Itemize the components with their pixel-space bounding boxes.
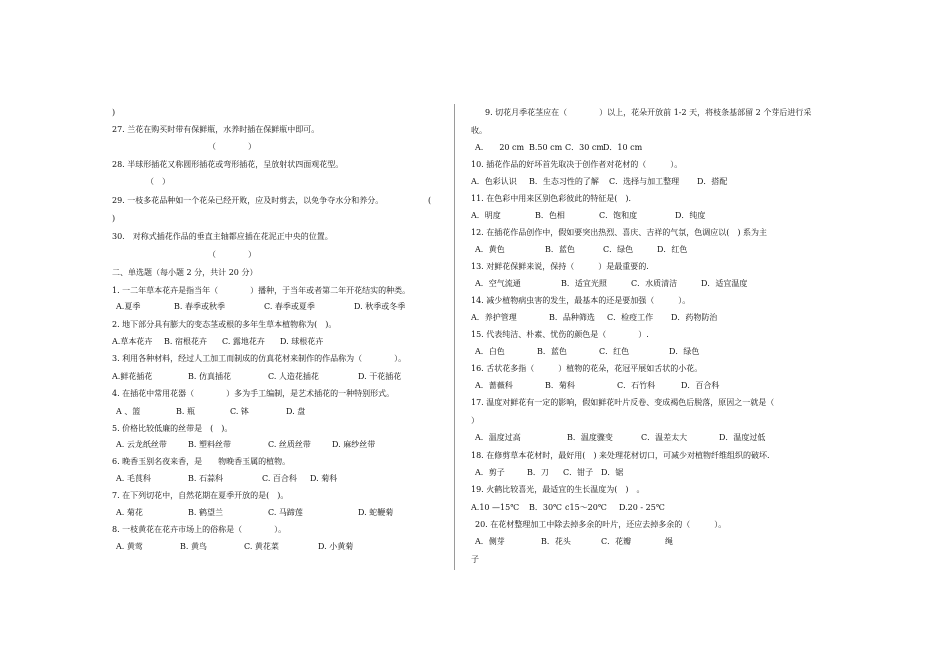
q7-option-b: B. 鹤望兰: [188, 508, 223, 517]
q18-text: 18. 在修剪草本花材时，最好用( ) 来处理花材切口，可减少对植物纤维组织的破坏.: [471, 451, 770, 460]
q13-option-b: B．适宜光照: [561, 279, 607, 288]
q3-option-b: B. 仿真插花: [188, 372, 231, 381]
q12-text: 12. 在插花作品创作中，假如要突出热烈、喜庆、吉祥的气氛，色调应以( ) 系为主: [471, 228, 768, 237]
q20-option-c: C．花瓣: [601, 537, 632, 546]
q16-option-b: B．菊科: [545, 381, 575, 390]
q6-option-c: C. 百合科: [262, 474, 297, 483]
q4-option-b: B. 瓶: [176, 407, 195, 416]
q27-answer-blank: （ ）: [208, 142, 256, 151]
q2-option-c: C. 露地花卉: [222, 337, 265, 346]
q8-option-a: A. 黄莺: [116, 542, 143, 551]
q12-option-c: C．绿色: [603, 245, 634, 254]
q15-text: 15. 代表纯洁、朴素、忧伤的颜色是（ ）.: [471, 330, 649, 339]
q15-option-a: A．白色: [475, 347, 505, 356]
q29-paren-open: (: [428, 196, 432, 205]
q29-text: 29. 一枝多花品种如一个花朵已经开败，应及时剪去，以免争夺水分和养分。: [112, 196, 384, 205]
q13-text: 13. 对鲜花保鲜来说，保持（ ）是最重要的.: [471, 262, 649, 271]
q20-option-d: 绳: [665, 537, 673, 546]
q3-option-a: A.鲜花插花: [112, 372, 153, 381]
q4-text: 4. 在插花中常用花器（ ）多为手工编制，是艺术插花的一种特别形式。: [112, 389, 395, 398]
q1-option-c: C. 春季或夏季: [264, 302, 315, 311]
q2-text: 2. 地下部分具有膨大的变态茎或根的多年生草本植物称为( )。: [112, 320, 337, 329]
q7-option-a: A. 菊花: [116, 508, 143, 517]
q9-option-c: C．30 cm: [565, 143, 604, 152]
q4-option-c: C. 钵: [230, 407, 249, 416]
q14-option-b: B．品种筛选: [549, 313, 595, 322]
q1-option-b: B. 春季或秋季: [174, 302, 225, 311]
q15-option-d: D．绿色: [669, 347, 700, 356]
q11-text: 11. 在色彩中用来区别色彩彼此的特征是( )．: [471, 194, 637, 203]
q9-text: 9. 切花月季花茎应在（ ）以上，花朵开放前 1-2 天，将枝条基部留 2 个芽后进行采: [485, 108, 812, 117]
q16-option-c: C．石竹科: [617, 381, 656, 390]
q6-option-a: A. 毛茛科: [116, 474, 151, 483]
q28-answer-blank: （ ）: [146, 177, 170, 186]
q10-option-d: D．搭配: [697, 177, 728, 186]
q19-text: 19. 火鹤比较喜光，最适宜的生长温度为( ) 。: [471, 485, 645, 494]
q14-option-d: D．药物防治: [671, 313, 718, 322]
q29-paren-close: ): [112, 214, 116, 223]
q20-text: 20. 在花材整理加工中除去掉多余的叶片，还应去掉多余的（ ）。: [475, 520, 727, 529]
q8-text: 8. 一枝黄花在花卉市场上的俗称是（ ）。: [112, 525, 287, 534]
q20-option-b: B．花头: [541, 537, 571, 546]
q16-option-a: A．蔷薇科: [475, 381, 513, 390]
q13-option-c: C．水质清洁: [631, 279, 678, 288]
q19-option-a: A.10 —15℃: [471, 503, 520, 512]
q10-text: 10. 插花作品的好坏首先取决于创作者对花材的（ ）。: [471, 160, 683, 169]
q5-text: 5. 价格比较低廉的丝带是 ( )。: [112, 424, 233, 433]
q5-option-c: C. 丝质丝带: [268, 440, 311, 449]
q9-text-continued: 收。: [471, 126, 487, 135]
q7-option-c: C. 马蹄莲: [268, 508, 303, 517]
q8-option-b: B. 黄鸟: [180, 542, 207, 551]
q6-option-b: B. 石蒜科: [188, 474, 223, 483]
q27-text: 27. 兰花在购买时带有保鲜瓶，水养时插在保鲜瓶中即可。: [112, 125, 320, 134]
q9-option-b: B.50 cm: [529, 143, 563, 152]
q11-option-d: D．纯度: [675, 211, 706, 220]
q18-option-a: A．剪子: [475, 468, 505, 477]
q2-option-b: B. 宿根花卉: [164, 337, 207, 346]
q10-option-b: B．生态习性的了解: [529, 177, 599, 186]
q20-option-d-continued: 子: [471, 555, 479, 564]
q14-option-a: A．养护管理: [471, 313, 517, 322]
q17-option-a: A．温度过高: [475, 433, 521, 442]
q30-answer-blank: （ ）: [208, 250, 256, 259]
q17-text-continued: ）: [471, 416, 479, 425]
q2-option-d: D. 球根花卉: [280, 337, 324, 346]
q1-option-a: A.夏季: [116, 302, 141, 311]
q14-option-c: C．检疫工作: [607, 313, 654, 322]
q5-option-d: D. 麻纱丝带: [332, 440, 376, 449]
q5-option-a: A. 云龙纸丝带: [116, 440, 167, 449]
q19-option-c: c15～20℃: [565, 503, 607, 512]
q16-option-d: D．百合科: [681, 381, 720, 390]
q3-option-c: C. 人造花插花: [268, 372, 319, 381]
q28-text: 28. 半球形插花又称圆形插花或弯形插花，呈放射状四面观花型。: [112, 160, 344, 169]
q8-option-c: C. 黄花菜: [244, 542, 279, 551]
q11-option-c: C．饱和度: [599, 211, 638, 220]
q3-text: 3. 利用各种材料，经过人工加工而制成的仿真花材来制作的作品称为（ ）。: [112, 354, 407, 363]
q7-option-d: D. 蛇鞭菊: [358, 508, 394, 517]
q18-option-b: B．刀: [527, 468, 549, 477]
q18-option-c: C．钳子: [563, 468, 594, 477]
q4-option-d: D. 盘: [286, 407, 306, 416]
q14-text: 14. 减少植物病虫害的发生，最基本的还是要加强（ ）。: [471, 296, 691, 305]
q9-option-a: A. 20 cm: [475, 143, 525, 152]
q19-option-d: D.20 - 25℃: [619, 503, 665, 512]
q3-option-d: D. 干花插花: [358, 372, 402, 381]
q10-option-a: A．色彩认识: [471, 177, 517, 186]
q15-option-c: C．红色: [599, 347, 630, 356]
q18-option-d: D．锯: [601, 468, 624, 477]
q17-option-b: B．温度骤变: [567, 433, 613, 442]
q6-text: 6. 晚香玉别名夜来香，是 物晚香玉属的植物。: [112, 457, 291, 466]
q4-option-a: A 、篮: [116, 407, 141, 416]
q5-option-b: B. 塑料丝带: [188, 440, 231, 449]
q20-option-a: A．侧芽: [475, 537, 505, 546]
q19-option-b: B．30℃: [529, 503, 563, 512]
q6-option-d: D. 菊科: [310, 474, 338, 483]
q16-text: 16. 舌状花多指（ ）植物的花朵，花冠平展如舌状的小花。: [471, 364, 703, 373]
q15-option-b: B．蓝色: [537, 347, 567, 356]
q8-option-d: D. 小黄菊: [318, 542, 354, 551]
q1-option-d: D. 秋季或冬季: [354, 302, 406, 311]
q17-option-d: D．温度过低: [719, 433, 766, 442]
q2-option-a: A.草本花卉: [112, 337, 153, 346]
q30-text: 30. 对称式插花作品的垂直主轴都应插在花泥正中央的位置。: [112, 232, 333, 241]
section-heading-single-choice: 二、单选题（每小题 2 分，共计 20 分）: [112, 268, 258, 277]
q10-option-c: C．选择与加工整理: [609, 177, 680, 186]
column-divider: [454, 104, 455, 570]
q11-option-b: B．色相: [535, 211, 565, 220]
q13-option-a: A．空气流通: [475, 279, 521, 288]
q11-option-a: A．明度: [471, 211, 501, 220]
q17-option-c: C．温差太大: [641, 433, 688, 442]
q17-text: 17. 温度对鲜花有一定的影响，假如鲜花叶片反卷、变成褐色后脱落，原因之一就是（: [471, 398, 775, 407]
q13-option-d: D．适宜温度: [701, 279, 748, 288]
q12-option-a: A．黄色: [475, 245, 505, 254]
q12-option-d: D．红色: [657, 245, 688, 254]
q1-text: 1. 一二年草本花卉是指当年（ ）播种，于当年或者第二年开花结实的种类。: [112, 286, 411, 295]
q9-option-d: D．10 cm: [603, 143, 643, 152]
q7-text: 7. 在下列切花中，自然花期在夏季开放的是( )。: [112, 491, 289, 500]
q26-tail: ): [112, 108, 116, 117]
q12-option-b: B．蓝色: [545, 245, 575, 254]
